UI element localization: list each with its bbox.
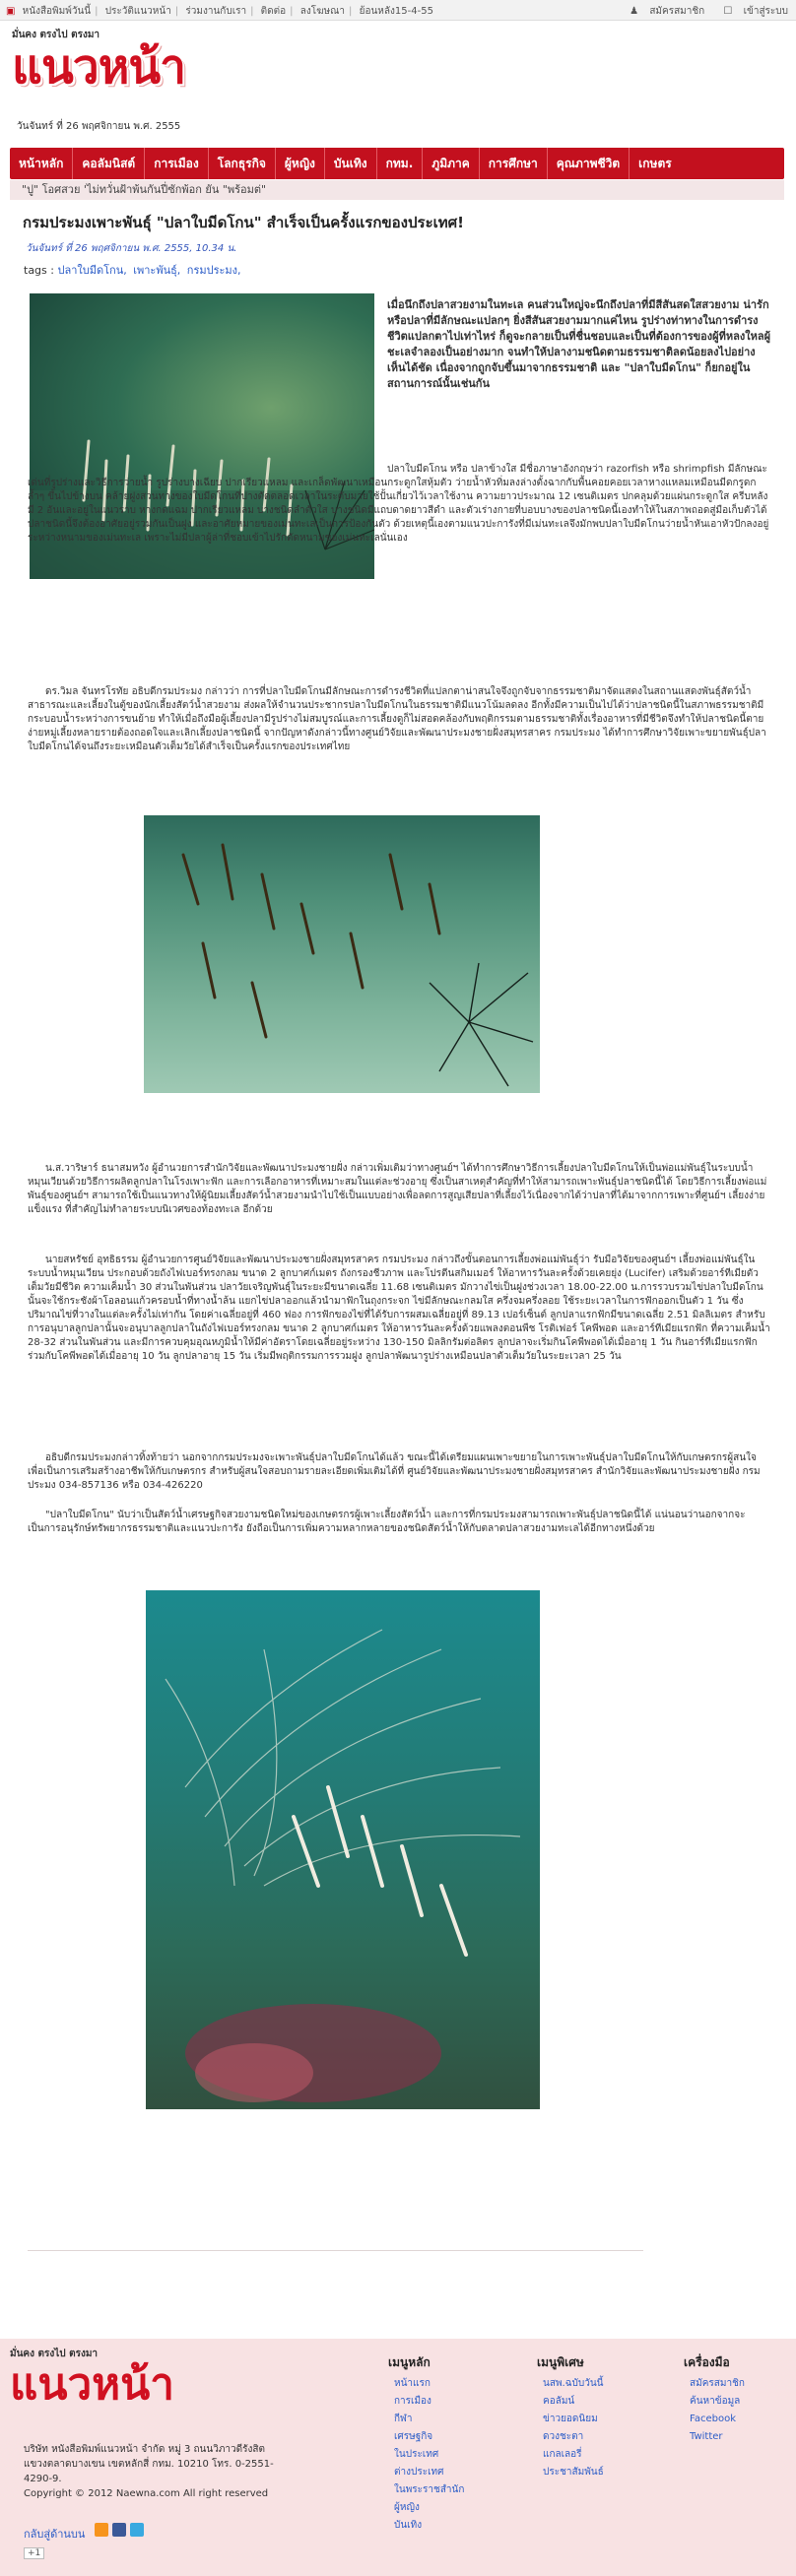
copyright: Copyright © 2012 Naewna.com All right reserved <box>24 2488 269 2499</box>
top-bar <box>0 0 796 21</box>
back-to-top-link[interactable]: กลับสู่ด้านบน <box>24 2528 86 2541</box>
footer-menu-special <box>537 2353 604 2481</box>
tag-link[interactable]: ปลาใบมีดโกน, <box>57 264 127 277</box>
article-byline: วันจันทร์ ที่ 26 พฤศจิกายน พ.ศ. 2555, 10.34 น. <box>26 243 237 254</box>
article-paragraph: อธิบดีกรมประมงกล่าวทิ้งท้ายว่า นอกจากกรมประมงจะเพาะพันธุ์ปลาใบมีดโกนได้แล้ว ขณะนี้ได้เตรียมแผนเพาะขยายในการเพาะพันธุ์ปลาใบมีดโกนให้กับเกษตรกรผู้สนใจ เพื่อเป็นการเสริมสร้างอาชีพให้กับเกษตรกร สำหรับผู้สนใจสอบถามรายละเอียดเพิ่มเติมได้ที่ ศูนย์วิจัยและพัฒนาประมงชายฝั่งสมุทรสาคร สำนักวิจัยและพัฒนาประมงชายฝั่ง กรมประมง 034-857136 หรือ 034-426220 <box>28 1452 761 1491</box>
logo-wordmark: แนวหน้า <box>12 39 186 95</box>
twitter-icon[interactable] <box>130 2523 144 2537</box>
article-tags <box>24 261 244 279</box>
article-paragraph: น.ส.วาริษาร์ ธนาสมหวัง ผู้อำนวยการสำนักวิจัยและพัฒนาประมงชายฝั่ง กล่าวเพิ่มเติมว่าทางศูนย์ฯ ได้ทำการศึกษาวิธีการเลี้ยงปลาใบมีดโกนให้เป็นพ่อแม่พันธุ์ในระบบน้ำหมุนเวียนด้วยวิธีการผลิตลูกปลาในโรงเพาะฟัก และการเลือกอาหารที่เหมาะสมในแต่ละช่วงอายุ ซึ่งเป็นสาเหตุสำคัญที่ทำให้สามารถเพาะพันธุ์ปลาชนิดนี้ได้ โดยวิธีการเลี้ยงพ่อแม่พันธุ์ของศูนย์ฯ สามารถใช้เป็นแนวทางให้ผู้นิยมเลี้ยงสัตว์น้ำสวยงามนำไปใช้เป็นแบบอย่างเพื่อลดการสูญเสียปลาที่เลี้ยงไว้เนื่องจากได้ว่าปลาที่ได้มาจากการเพาะที่ศูนย์ฯ เลี้ยงง่าย แข็งแรง ที่สำคัญไม่ทำลายระบบนิเวศของท้องทะเล อีกด้วย <box>28 1163 767 1215</box>
footer-link[interactable]: ข่าวยอดนิยม <box>543 2414 598 2424</box>
newspaper-icon: ▣ <box>6 6 16 17</box>
article-lead: เมื่อนึกถึงปลาสวยงามในทะเล คนส่วนใหญ่จะนึกถึงปลาที่มีสีสันสดใสสวยงาม น่ารัก หรือปลาที่มีลักษณะแปลกๆ ยิ่งสีสันสวยงามมากแค่ไหน รูปร่างท่าทางในการดำรงชีวิตแปลกตาไปเท่าไหร่ ก็ดูจะกลายเป็นที่ชื่นชอบและเป็นที่ต้องการของผู้ที่หลงใหลผู้ชะเลจำลองเป็นอย่างมาก จนทำให้ปลางามชนิดตามธรรมชาติลดน้อยลงไปอย่างเห็นได้ชัด เนื่องจากถูกจับขึ้นมาจากธรรมชาติ และ "ปลาใบมีดโกน" ก็ยกอยู่ในสถานการณ์นั้นเช่นกัน <box>387 298 771 390</box>
footer-logo[interactable] <box>10 2347 174 2409</box>
footer-link[interactable]: Facebook <box>690 2414 736 2424</box>
footer-link[interactable]: ประชาสัมพันธ์ <box>543 2467 604 2478</box>
register-link[interactable] <box>622 6 704 17</box>
footer-logo-wordmark: แนวหน้า <box>10 2359 174 2410</box>
logo-slogan: มั่นคง ตรงไป ตรงมา <box>12 30 100 40</box>
news-ticker[interactable] <box>10 180 784 200</box>
footer-link[interactable]: กีฬา <box>394 2414 413 2424</box>
nav-item-politics[interactable]: การเมือง <box>145 148 209 179</box>
tags-label: tags : <box>24 264 54 277</box>
top-link[interactable]: หนังสือพิมพ์วันนี้ <box>22 6 92 17</box>
footer-link[interactable]: หน้าแรก <box>394 2378 431 2389</box>
social-icons <box>95 2523 144 2537</box>
site-logo[interactable] <box>12 28 248 116</box>
footer-link[interactable]: ในประเทศ <box>394 2449 439 2460</box>
footer-link[interactable]: ต่างประเทศ <box>394 2467 444 2478</box>
facebook-icon[interactable] <box>112 2523 126 2537</box>
footer-link[interactable]: Twitter <box>690 2431 723 2442</box>
register-label: สมัครสมาชิก <box>649 6 705 17</box>
footer-menu-tools <box>684 2353 745 2446</box>
nav-item-region[interactable]: ภูมิภาค <box>423 148 480 179</box>
footer-link[interactable]: แกลเลอรี่ <box>543 2449 582 2460</box>
login-link[interactable] <box>715 6 788 17</box>
footer-menu-title: เมนูหลัก <box>388 2355 431 2369</box>
top-link[interactable]: ติดต่อ <box>260 6 287 17</box>
footer-menu-title: เครื่องมือ <box>684 2355 730 2369</box>
current-date: วันจันทร์ ที่ 26 พฤศจิกายน พ.ศ. 2555 <box>17 121 181 132</box>
footer-link[interactable]: การเมือง <box>394 2396 431 2407</box>
article-photo-3 <box>146 1590 540 2109</box>
footer-link[interactable]: สมัครสมาชิก <box>690 2378 745 2389</box>
footer-link[interactable]: คอลัมน์ <box>543 2396 575 2407</box>
footer-link[interactable]: เศรษฐกิจ <box>394 2431 433 2442</box>
tag-link[interactable]: เพาะพันธุ์, <box>133 264 181 277</box>
top-link[interactable]: ประวัติแนวหน้า <box>104 6 171 17</box>
footer-company-info <box>24 2442 290 2501</box>
nav-item-columnist[interactable]: คอลัมนิสต์ <box>73 148 145 179</box>
main-nav <box>10 148 784 179</box>
nav-item-quality-of-life[interactable]: คุณภาพชีวิต <box>548 148 630 179</box>
top-link[interactable]: ย้อนหลัง15-4-55 <box>359 6 433 17</box>
article-title: กรมประมงเพาะพันธุ์ "ปลาใบมีดโกน" สำเร็จเป็นครั้งแรกของประเทศ! <box>23 214 465 231</box>
article-paragraph: ปลาใบมีดโกน หรือ ปลาข้างใส มีชื่อภาษาอังกฤษว่า razorfish หรือ shrimpfish มีลักษณะเด่นที่รูปร่างและวิธีการว่ายน้ำ รูปร่างบางเฉียบ ปากเรียวแหลม และเกล็ดพัฒนาเหมือนกระดูกใสหุ้มตัว ว่ายน้ำหัวทิ่มลงล่างตั้งฉากกับพื้นคอยคอยเวลาหางแหลมเหมือนมีดกรูดกล้ำๆ ขึ้นไปข้างบน คล้ายฝูงสวนทางของใบมีดโกนที่ปางตัดตลอดเวลาในระดับมายใช้ปั้นเกี่ยวไว้เวลาใช้งาน ความยาวประมาณ 12 เซนติเมตร ปกคลุมด้วยแผ่นกระดูกใส ครีบหลังมี 2 อันและอยู่ในแนวราบ หางกดแฉม ปากเรียวแหลม บางชนิดลำตัวใส บางชนิดมีแถบดาดยาวสีดำ และตัวเร่างกายที่บอบบางของปลาชนิดนี้เองทำให้ในสภาพถอดสู่มือเก็บตัวได้ ปลาชนิดนี้จึงต้องอาศัยอยู่รวมกันเป็นฝูง และอาศัยหมายของเม่นทะเลเป็นการป้องกันตัว ด้วยเหตุนี้เองตามแนวปะการังที่มีเม่นทะเลจึงมักพบปลาใบมีดโกนว่ายน้ำหันเอาหัวปักลงอยู่ระหว่างหนามของเม่นทะเล เพราะไม่มีปลาผู้ล่าที่ชอบเข้าไปรักตัดหนามของเม่นทะเลนั่นเอง <box>28 464 769 544</box>
checkbox-icon: ☐ <box>723 6 733 17</box>
razorfish-school-art <box>144 815 540 1093</box>
ticker-text: "ปู" โอศสวย 'ไม่ทวั่นฝ้าพ้นกันปี่ซักพ้อก ยัน "พร้อมต่" <box>22 183 267 196</box>
footer-link[interactable]: ในพระราชสำนัก <box>394 2484 465 2495</box>
article-paragraph: ดร.วิมล จันทรโรทัย อธิบดีกรมประมง กล่าวว่า การที่ปลาใบมีดโกนมีลักษณะการดำรงชีวิตที่แปลกตาน่าสนใจจึงถูกจับจากธรรมชาติมาจัดแสดงในสถานแสดงพันธุ์สัตว์น้ำสาธารณะและเลี้ยงในตู้ของนักเลี้ยงสัตว์น้ำสวยงาม ส่งผลให้จำนวนประชากรปลาใบมีดโกนในธรรมชาติมีแนวโน้มลดลง อีกทั้งมีความเป็นไปได้ว่าปลาชนิดนี้ในสภาพธรรมชาติมีกระบอบน้ำระหว่างการขนย้าย ทำให้เมื่อถึงมือผู้เลี้ยงปลามีรูปร่างไม่สมบูรณ์และการเลี้ยงดูก็ไม่สอดคล้องกับพฤติกรรมตามธรรมชาติทั้งเรื่องอาหารที่มีชีวิตจึงทำให้ปลาชนิดนี้ตายง่ายหมู่เลี้ยงหลายรายต้องถอดใจและเลิกเลี้ยงปลาชนิดนี้ จากปัญหาดังกล่าวนี้ทางศูนย์วิจัยและพัฒนาประมงชายฝั่งสมุทรสาคร กรมประมง ได้ทำการศึกษาวิจัยเพาะขยายพันธุ์ปลาใบมีดโกนได้จนถึงระยะเหมือนตัวเต็มวัยได้สำเร็จเป็นครั้งแรกของประเทศไทย <box>28 686 766 752</box>
top-links: ▣ หนังสือพิมพ์วันนี้ | ประวัติแนวหน้า | ร่วมงานกับเรา | ติดต่อ | ลงโฆษณา | ย้อนหลัง15-4-55 <box>6 6 433 17</box>
footer-link[interactable]: นสพ.ฉบับวันนี้ <box>543 2378 604 2389</box>
tag-link[interactable]: กรมประมง, <box>186 264 241 277</box>
company-address: บริษัท หนังสือพิมพ์แนวหน้า จำกัด หมู่ 3 ถนนวิภาวดีรังสิต แขวงตลาดบางเขน เขตหลักสี่ กทม. 10210 โทร. 0-2551-4290-9. <box>24 2444 274 2484</box>
article-paragraph: "ปลาใบมีดโกน" นับว่าเป็นสัตว์น้ำเศรษฐกิจสวยงามชนิดใหม่ของเกษตรกรผู้เพาะเลี้ยงสัตว์น้ำ และการที่กรมประมงสามารถเพาะพันธุ์ปลาชนิดนี้ได้ แน่นอนว่านอกจากจะเป็นการอนุรักษ์ทรัพยากรธรรมชาติและแนวปะการัง ยังถือเป็นการเพิ่มความหลากหลายของชนิดสัตว์น้ำให้กับตลาดปลาสวยงามทะเลได้อีกทางหนึ่งด้วย <box>28 1510 746 1534</box>
footer-link[interactable]: ดวงชะตา <box>543 2431 584 2442</box>
google-plus-button[interactable]: +1 <box>24 2547 44 2559</box>
nav-item-women[interactable]: ผู้หญิง <box>276 148 325 179</box>
footer-link[interactable]: ผู้หญิง <box>394 2502 420 2513</box>
rss-icon[interactable] <box>95 2523 108 2537</box>
reef-photo-art <box>146 1590 540 2109</box>
article-photo-2 <box>144 815 540 1093</box>
footer-link[interactable]: ค้นหาข้อมูล <box>690 2396 741 2407</box>
nav-item-education[interactable]: การศึกษา <box>480 148 548 179</box>
top-link[interactable]: ร่วมงานกับเรา <box>185 6 247 17</box>
user-icon: ♟ <box>630 6 639 17</box>
content-divider <box>28 2250 643 2251</box>
footer-menu-title: เมนูพิเศษ <box>537 2355 584 2369</box>
footer-slogan: มั่นคง ตรงไป ตรงมา <box>10 2349 99 2359</box>
footer-link[interactable]: บันเทิง <box>394 2520 423 2531</box>
login-label: เข้าสู่ระบบ <box>743 6 788 17</box>
nav-item-entertainment[interactable]: บันเทิง <box>325 148 377 179</box>
top-link[interactable]: ลงโฆษณา <box>299 6 346 17</box>
nav-item-bangkok[interactable]: กทม. <box>377 148 424 179</box>
nav-item-business[interactable]: โลกธุรกิจ <box>209 148 276 179</box>
article-paragraph: นายสหรัชย์ อุทธิธรรม ผู้อำนวยการศูนย์วิจัยและพัฒนาประมงชายฝั่งสมุทรสาคร กรมประมง กล่าวถึงขั้นตอนการเลี้ยงพ่อแม่พันธุ์ว่า รับมือวิจัยของศูนย์ฯ เลี้ยงพ่อแม่พันธุ์ในระบบน้ำหมุนเวียน ประกอบด้วยถังไฟเบอร์ทรงกลม ขนาด 2 ลูกบาศก์เมตร ถังกรองชีวภาพ และโปรตีนสกิมเมอร์ ให้อาหารวันละครั้งด้วยเคยยุ่ง (Lucifer) เสริมด้วยอาร์ทีเมียตัวเต็มวัยมีชีวิต ความเค็มน้ำ 30 ส่วนในพันส่วน ปลาวัยเจริญพันธุ์ในระยะมีขนาดเฉลี่ย 11.68 เซนติเมตร มักวางไข่เป็นฝูงช่วงเวลา 18.00-22.00 น.การรวบรวมไข่ปลาใบมีดโกนนั้นจะใช้กระชังผ้าโอลอนแก้วครอบน้ำที่ทางน้ำล้น แยกไข่ปลาออกแล้วนำมาฟักในถุงกระจก ไข่มีลักษณะกลมใส ครึ่งจมครึ่งลอย ใช้ระยะเวลาในการฟักออกเป็นตัว 1 วัน ซึ่งปริมาณไข่ที่วางในแต่ละครั้งไม่เท่ากัน โดยค่าเฉลี่ยอยู่ที่ 460 ฟอง การฟักของไข่ที่ได้รับการผสมเฉลี่ยอยู่ที่ 89.13 เปอร์เซ็นต์ ลูกปลาแรกฟักมีขนาดเฉลี่ย 2.51 มิลลิเมตร สำหรับการอนุบาลลูกปลานั้นจะอนุบาลลูกปลาในถังไฟเบอร์ทรงกลม ขนาด 2 ลูกบาศก์เมตร ให้อาหารวันละครั้งด้วยแพลงตอนพืช โรติเฟอร์ โคพีพอด และอาร์ทีเมียแรกฟัก ที่ความเค็มน้ำ 28-32 ส่วนในพันส่วน และมีการควบคุมอุณหภูมิน้ำให้มีค่าอัตราโดยเฉลี่ยอยู่ระหว่าง 130-150 มิลลิกรัมต่อลิตร ลูกปลาจะเริ่มกินโคพีพอดได้เมื่ออายุ 1 วัน กินอาร์ทีเมียแรกฟักร่วมกับโคพีพอดได้เมื่ออายุ 10 วัน ลูกปลาอายุ 15 วัน เริ่มมีพฤติกรรมการรวมฝูง ลูกปลาพัฒนารูปร่างเหมือนปลาตัวเต็มวัยในระยะเวลา 25 วัน <box>28 1255 770 1362</box>
nav-item-home[interactable]: หน้าหลัก <box>10 148 73 179</box>
nav-item-agriculture[interactable]: เกษตร <box>638 157 672 170</box>
footer-menu-main <box>388 2353 464 2535</box>
